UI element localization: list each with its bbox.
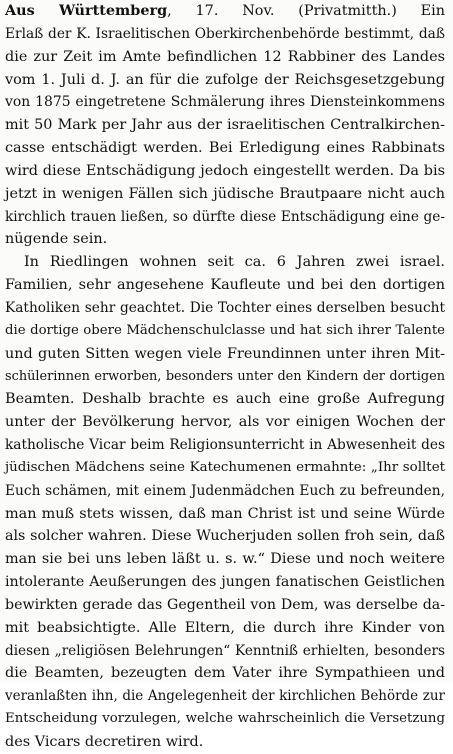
article-line: diesen „religiösen Belehrungen“ Kenntniß erhielten, besonders (5, 642, 445, 659)
article-line: mit 50 Mark per Jahr aus der israelitischen Centralkirchen- (5, 117, 445, 134)
article-paragraph-1 (5, 0, 445, 251)
article-line: jüdischen Mädchens seine Katechumenen ermahnte: „Ihr solltet (5, 459, 445, 475)
article-line: des Vicars decretiren wird. (5, 734, 204, 750)
article-line: Euch schämen, mit einem Judenmädchen Euch zu befreunden, (5, 482, 445, 499)
news-article (5, 0, 445, 754)
article-line: als solcher wahren. Diese Wucherjuden sollen froh sein, daß (5, 528, 445, 545)
article-line: die zur Zeit im Amte befindlichen 12 Rabbiner des Landes (5, 48, 445, 65)
article-line: casse entschädigt werden. Bei Erledigung eines Rabbinats (5, 140, 445, 157)
article-line: Aus Württemberg, 17. Nov. (Privatmitth.) Ein (5, 2, 445, 19)
article-line: Erlaß der K. Israelitischen Oberkirchenbehörde bestimmt, daß (5, 25, 445, 42)
article-paragraph-2 (5, 251, 445, 754)
article-line: schülerinnen erworben, besonders unter den Kindern der dortigen (5, 368, 445, 384)
article-line: mit beabsichtigte. Alle Eltern, die durch ihre Kinder von (5, 619, 445, 636)
article-line: man muß stets wissen, daß man Christ ist und seine Würde (5, 505, 445, 522)
article-line: unter der Bevölkerung hervor, als vor einigen Wochen der (5, 414, 445, 431)
article-line: Katholiken sehr geachtet. Die Tochter eines derselben besucht (5, 299, 445, 316)
article-line: wird diese Entschädigung jedoch eingestellt werden. Da bis (5, 162, 445, 179)
article-line: nügende sein. (5, 231, 108, 248)
article-line: vom 1. Juli d. J. an für die zufolge der Reichsgesetzgebung (5, 71, 445, 88)
article-line: jetzt in wenigen Fällen sich jüdische Brautpaare nicht auch (5, 185, 445, 202)
article-line: und guten Sitten wegen viele Freundinnen unter ihren Mit- (5, 345, 445, 362)
article-line: von 1875 eingetretene Schmälerung ihres Diensteinkommens (5, 94, 445, 111)
article-line: bewirkten gerade das Gegentheil von Dem, was derselbe da- (5, 596, 445, 613)
article-line: veranlaßten ihn, die Angelegenheit der kirchlichen Behörde zur (5, 688, 445, 705)
article-line: Familien, sehr angesehene Kaufleute und bei den dortigen (5, 277, 445, 294)
article-line: Beamten. Deshalb brachte es auch eine große Aufregung (5, 391, 445, 408)
article-line: intolerante Aeußerungen des jungen fanatischen Geistlichen (5, 574, 445, 591)
article-dateline: Aus Württemberg (5, 2, 168, 19)
article-line: Entscheidung vorzulegen, welche wahrscheinlich die Versetzung (5, 711, 445, 727)
article-line: man sie bei uns leben läßt u. s. w.“ Diese und noch weitere (5, 551, 445, 568)
article-line: kirchlich trauen ließen, so dürfte diese Entschädigung eine ge- (5, 208, 445, 225)
article-line: die dortige obere Mädchenschulclasse und hat sich ihrer Talente (5, 322, 445, 338)
article-line: In Riedlingen wohnen seit ca. 6 Jahren zwei israel. (24, 254, 445, 271)
article-line: die Beamten, bezeugten dem Vater ihre Sympathieen und (5, 665, 445, 682)
article-line: katholische Vicar beim Religionsunterricht in Abwesenheit des (5, 437, 445, 454)
